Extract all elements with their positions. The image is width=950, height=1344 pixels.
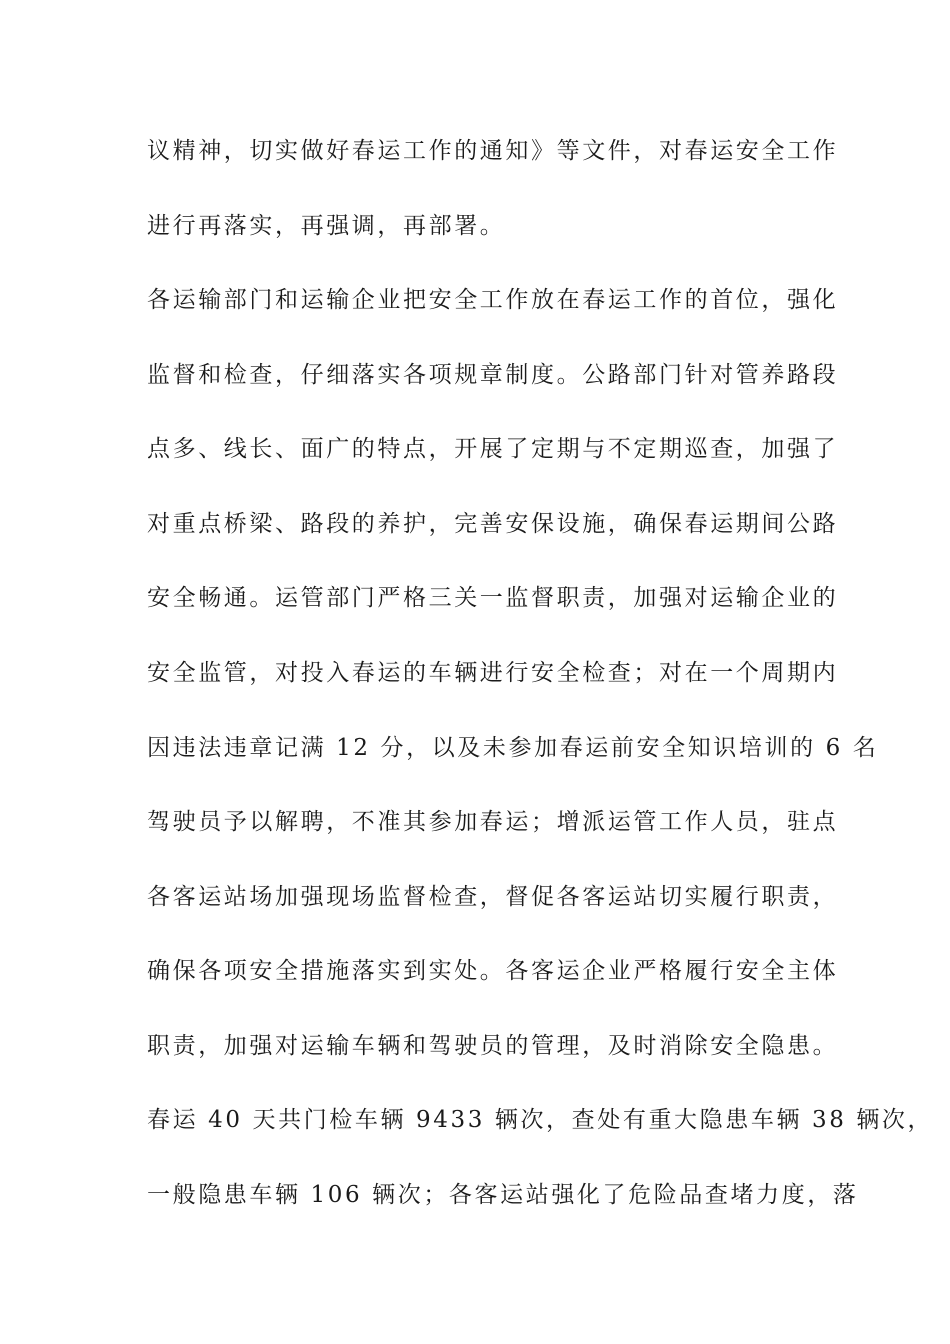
text-line-9: 因违法违章记满 12 分，以及未参加春运前安全知识培训的 6 名: [147, 735, 879, 761]
text-line-15: 一般隐患车辆 106 辆次；各客运站强化了危险品查堵力度，落: [147, 1182, 859, 1208]
text-line-14: 春运 40 天共门检车辆 9433 辆次，查处有重大隐患车辆 38 辆次，: [147, 1107, 934, 1133]
text-line-8: 安全监管，对投入春运的车辆进行安全检查；对在一个周期内: [147, 660, 839, 686]
text-line-12: 确保各项安全措施落实到实处。各客运企业严格履行安全主体: [147, 958, 839, 984]
text-line-1: 议精神，切实做好春运工作的通知》等文件，对春运安全工作: [147, 138, 839, 164]
text-line-4: 监督和检查，仔细落实各项规章制度。公路部门针对管养路段: [147, 362, 839, 388]
text-line-2: 进行再落实，再强调，再部署。: [147, 213, 506, 239]
text-line-7: 安全畅通。运管部门严格三关一监督职责，加强对运输企业的: [147, 585, 839, 611]
text-line-3: 各运输部门和运输企业把安全工作放在春运工作的首位，强化: [147, 287, 839, 313]
text-line-13: 职责，加强对运输车辆和驾驶员的管理，及时消除安全隐患。: [147, 1033, 839, 1059]
text-line-10: 驾驶员予以解聘，不准其参加春运；增派运管工作人员，驻点: [147, 809, 839, 835]
text-line-6: 对重点桥梁、路段的养护，完善安保设施，确保春运期间公路: [147, 511, 839, 537]
text-line-5: 点多、线长、面广的特点，开展了定期与不定期巡查，加强了: [147, 436, 839, 462]
text-line-11: 各客运站场加强现场监督检查，督促各客运站切实履行职责，: [147, 884, 839, 910]
